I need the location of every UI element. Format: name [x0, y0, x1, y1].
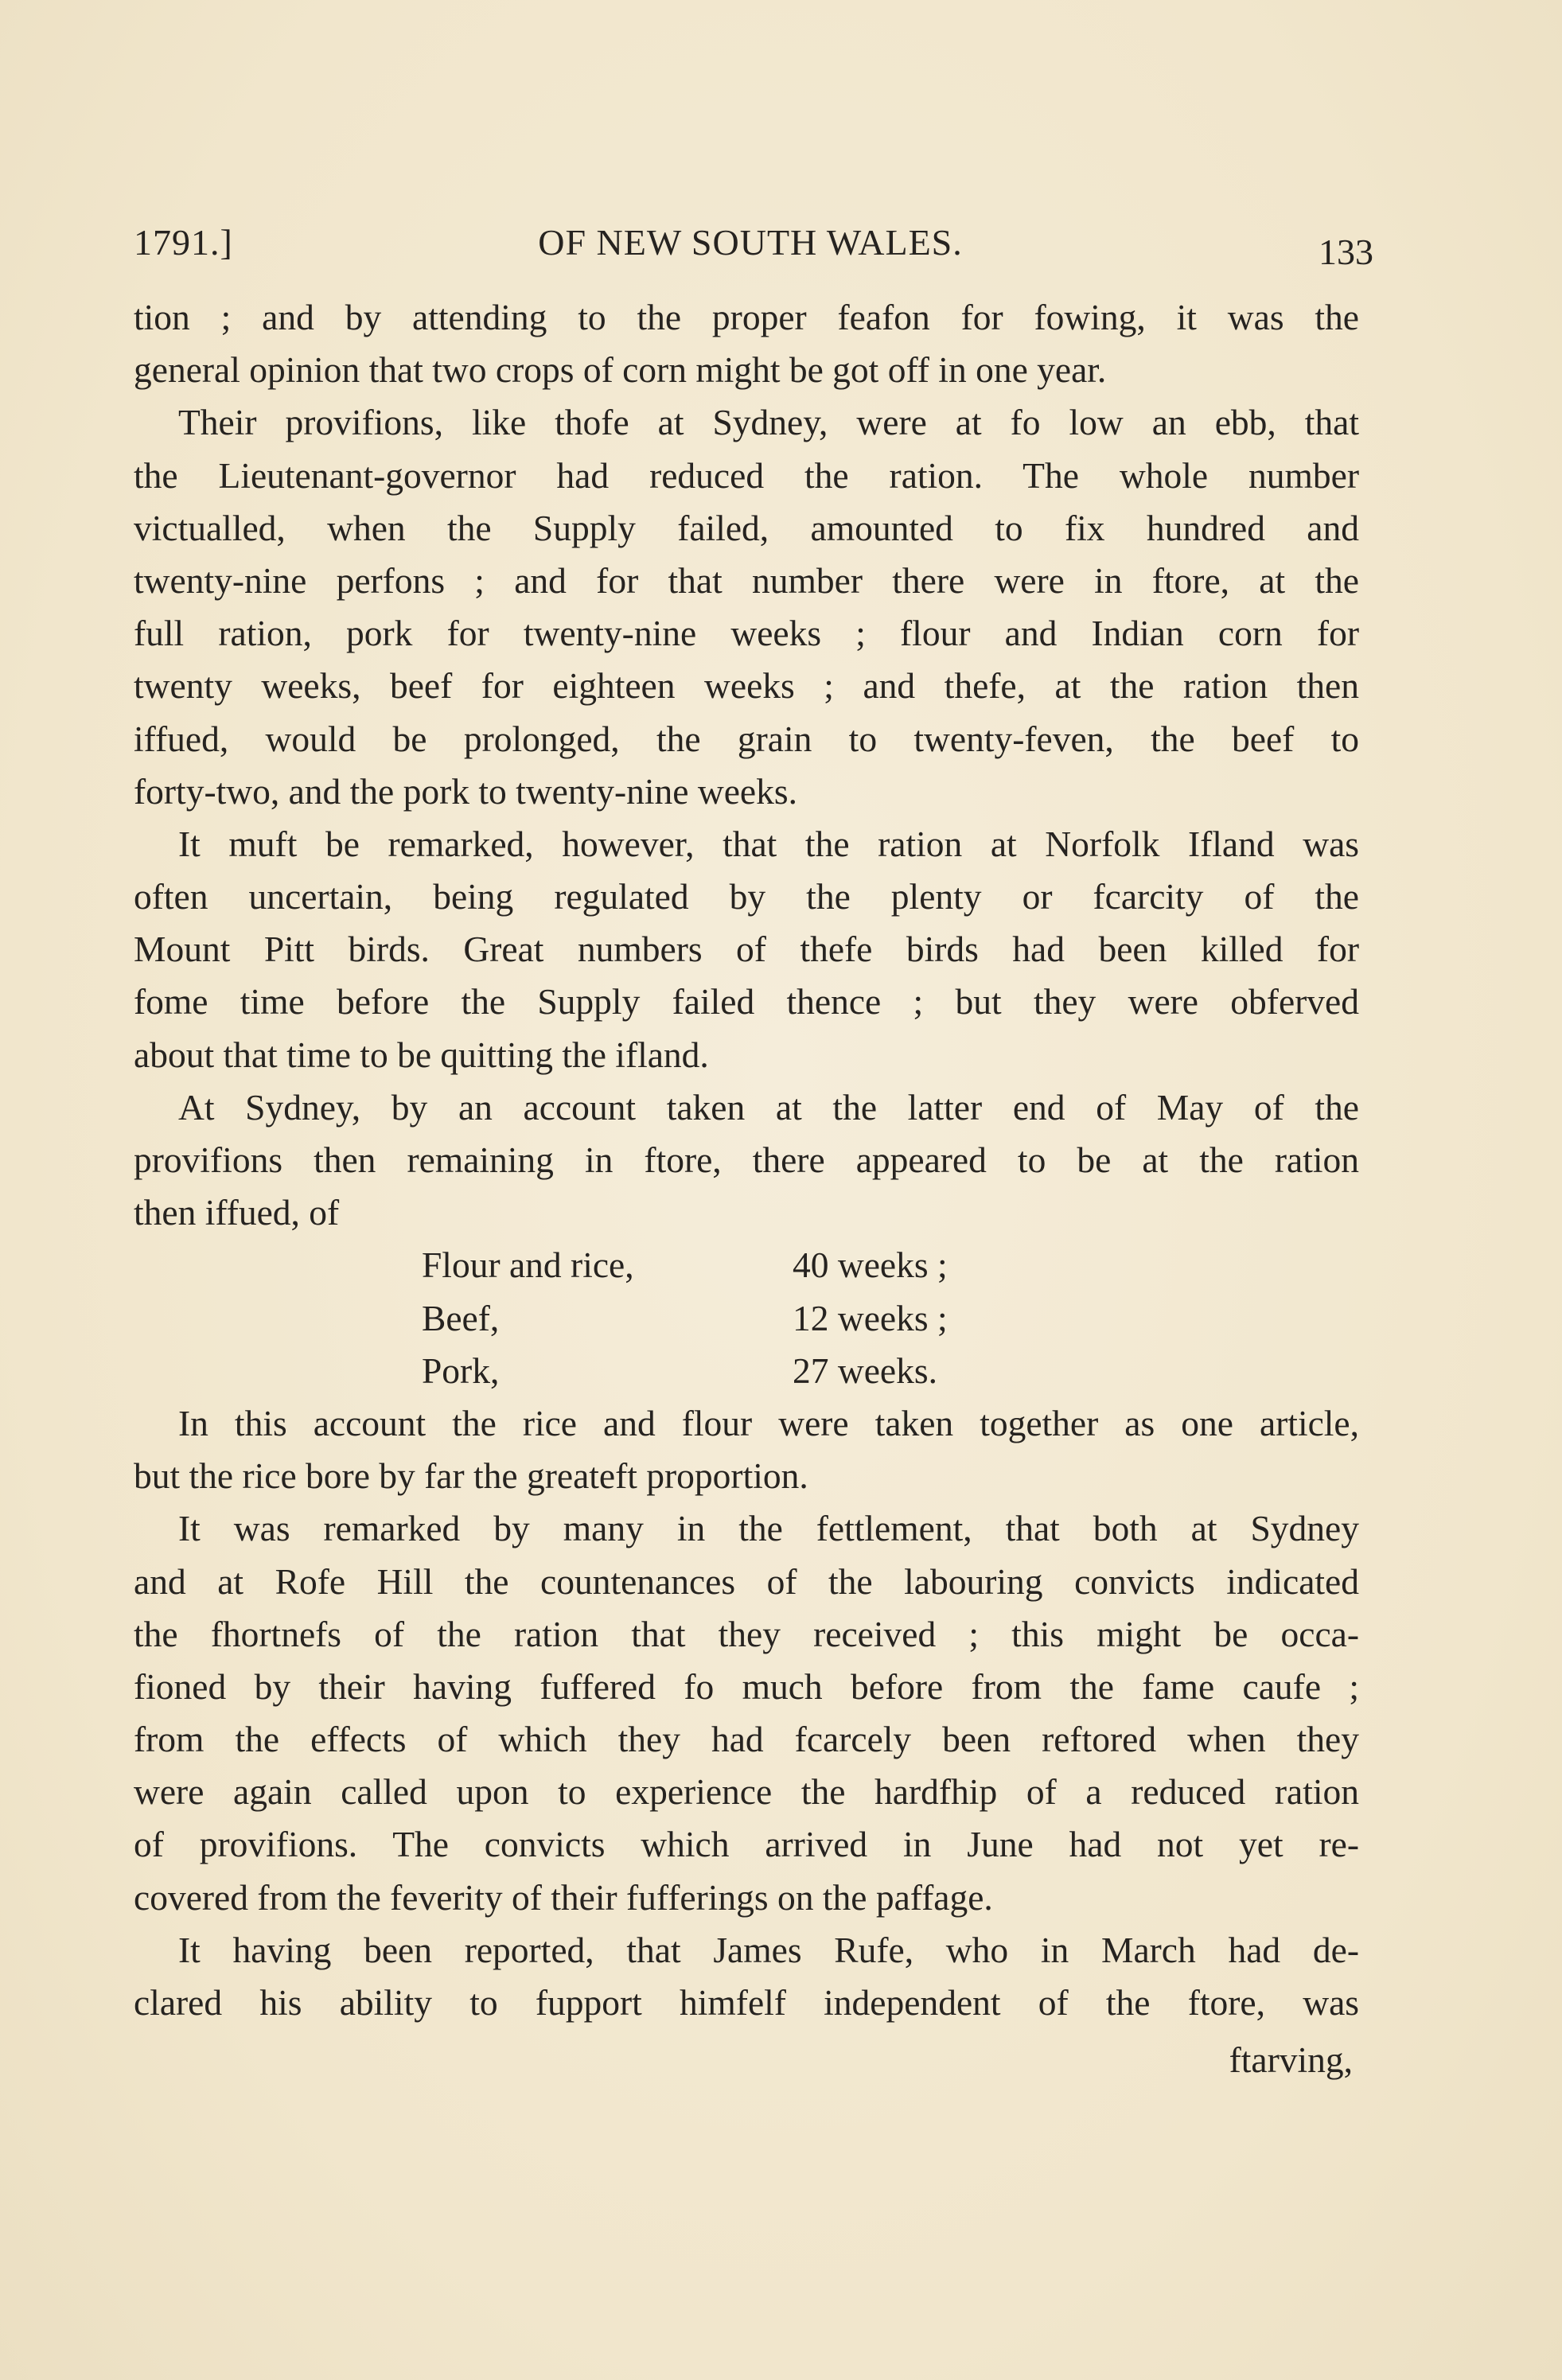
- paragraph-1: [134, 291, 1359, 396]
- text-line: then iffued, of: [134, 1192, 340, 1233]
- table-row: [134, 1239, 1359, 1291]
- text-line: It having been reported, that James Rufe, who in March had de-: [178, 1929, 1359, 1970]
- text-line: about that time to be quitting the ifland.: [134, 1034, 709, 1075]
- text-line: provifions then remaining in ftore, there appeared to be at the ration: [134, 1139, 1359, 1180]
- text-line: twenty-nine perfons ; and for that number there were in ftore, at the: [134, 559, 1359, 601]
- text-line: It was remarked by many in the fettlement, that both at Sydney: [178, 1508, 1359, 1549]
- paragraph-2: [134, 396, 1359, 818]
- text-line: Their provifions, like thofe at Sydney, were at fo low an ebb, that: [178, 402, 1359, 443]
- paragraph-3: [134, 818, 1359, 1081]
- text-line: Mount Pitt birds. Great numbers of thefe birds had been killed for: [134, 929, 1359, 970]
- table-duration: 12 weeks ;: [793, 1297, 948, 1338]
- running-head-title: OF NEW SOUTH WALES.: [538, 222, 963, 263]
- body-text: [134, 291, 1359, 2086]
- catchword: ftarving,: [1229, 2039, 1353, 2081]
- paragraph-6: [134, 1502, 1359, 1924]
- table-row: [134, 1345, 1359, 1397]
- text-line: from the effects of which they had fcarcely been reftored when they: [134, 1719, 1359, 1760]
- text-line: In this account the rice and flour were taken together as one article,: [178, 1402, 1359, 1443]
- text-line: fome time before the Supply failed thence ; but they were obferved: [134, 981, 1359, 1023]
- running-head: [134, 215, 1373, 272]
- text-line: It muft be remarked, however, that the ration at Norfolk Ifland was: [178, 823, 1359, 864]
- running-head-year: 1791.]: [134, 222, 233, 263]
- text-line: the Lieutenant-governor had reduced the ration. The whole number: [134, 454, 1359, 496]
- table-item: Beef,: [422, 1297, 500, 1338]
- text-line: but the rice bore by far the greateft proportion.: [134, 1455, 808, 1497]
- page-number: 133: [1319, 232, 1373, 272]
- text-line: full ration, pork for twenty-nine weeks ; flour and Indian corn for: [134, 613, 1359, 654]
- table-duration: 27 weeks.: [793, 1350, 937, 1391]
- table-duration: 40 weeks ;: [793, 1245, 948, 1286]
- text-line: iffued, would be prolonged, the grain to twenty-feven, the beef to: [134, 718, 1359, 759]
- table-item: Pork,: [422, 1350, 500, 1391]
- text-line: tion ; and by attending to the proper feafon for fowing, it was the: [134, 297, 1359, 337]
- text-line: general opinion that two crops of corn might be got off in one year.: [134, 349, 1107, 391]
- text-line: the fhortnefs of the ration that they received ; this might be occa-: [134, 1613, 1359, 1654]
- text-line: twenty weeks, beef for eighteen weeks ; and thefe, at the ration then: [134, 665, 1359, 707]
- paragraph-7: [134, 1924, 1359, 2029]
- text-line: were again called upon to experience the hardfhip of a reduced ration: [134, 1771, 1359, 1813]
- paragraph-4: [134, 1081, 1359, 1240]
- text-line: and at Rofe Hill the countenances of the labouring convicts indicated: [134, 1560, 1359, 1602]
- text-line: of provifions. The convicts which arrived in June had not yet re-: [134, 1824, 1359, 1865]
- paragraph-5: [134, 1397, 1359, 1502]
- text-line: forty-two, and the pork to twenty-nine weeks.: [134, 770, 797, 812]
- text-line: clared his ability to fupport himfelf independent of the ftore, was: [134, 1982, 1359, 2023]
- table-item: Flour and rice,: [422, 1245, 634, 1286]
- text-line: At Sydney, by an account taken at the latter end of May of the: [178, 1086, 1359, 1128]
- text-line: fioned by their having fuffered fo much before from the fame caufe ;: [134, 1665, 1359, 1707]
- table-row: [134, 1292, 1359, 1345]
- text-line: often uncertain, being regulated by the plenty or fcarcity of the: [134, 876, 1359, 917]
- text-line: covered from the feverity of their fufferings on the paffage.: [134, 1876, 993, 1918]
- provisions-table: [134, 1239, 1359, 1397]
- text-line: victualled, when the Supply failed, amounted to fix hundred and: [134, 507, 1359, 548]
